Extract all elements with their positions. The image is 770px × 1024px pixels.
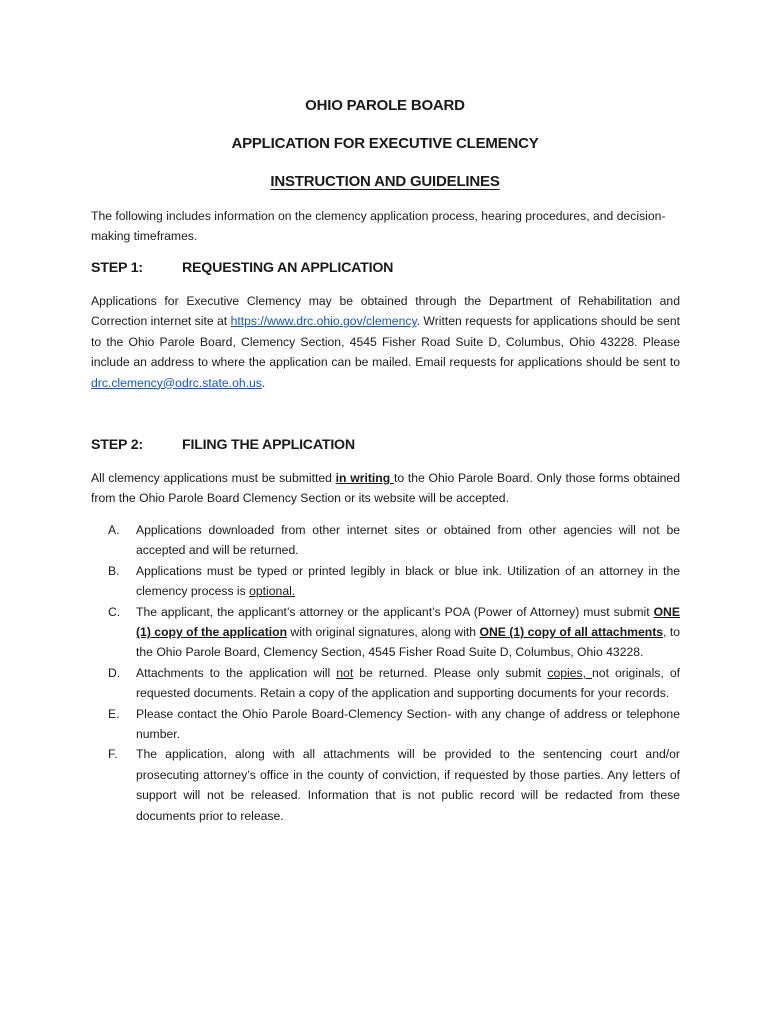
filing-rules-list bbox=[108, 520, 680, 826]
list-item-d bbox=[108, 663, 680, 704]
copies-emphasis: copies, bbox=[547, 665, 593, 680]
step2-text-b: to the Ohio Parole Board. Only those forms obtained from the Ohio Parole Board Clemency Section or its website will be accepted. bbox=[91, 471, 680, 506]
guidelines-title: INSTRUCTION AND GUIDELINES bbox=[270, 173, 500, 190]
item-text: with original signatures, along with bbox=[287, 625, 480, 640]
item-letter: E. bbox=[108, 706, 120, 721]
in-writing-emphasis: in writing bbox=[335, 471, 394, 485]
item-text: be returned. Please only submit bbox=[353, 665, 548, 680]
step2-number: STEP 2: bbox=[91, 437, 143, 453]
application-title: APPLICATION FOR EXECUTIVE CLEMENCY bbox=[231, 135, 539, 152]
item-letter: B. bbox=[108, 563, 120, 578]
item-letter: D. bbox=[108, 665, 121, 680]
one-copy-application-emphasis: ONE (1) copy of the application bbox=[136, 604, 680, 640]
item-text: , to the Ohio Parole Board, Clemency Section, 4545 Fisher Road Suite D, Columbus, Ohio 43228. bbox=[136, 625, 681, 660]
step1-text-b: . Written requests for applications should be sent to the Ohio Parole Board, Clemency Section, 4545 Fisher Road Suite D, Columbus, Ohio 43228. Please include an address to where the application can be mailed. Email requests for applications should be sent to bbox=[91, 314, 680, 370]
item-text: Attachments to the application will bbox=[136, 665, 337, 680]
list-item-e bbox=[108, 704, 680, 745]
step2-heading bbox=[91, 437, 355, 453]
list-item-a bbox=[108, 520, 680, 561]
list-item-b bbox=[108, 561, 680, 602]
step1-title: REQUESTING AN APPLICATION bbox=[182, 260, 394, 276]
item-letter: C. bbox=[108, 604, 121, 619]
one-copy-attachments-emphasis: ONE (1) copy of all attachments bbox=[479, 625, 664, 640]
item-letter: F. bbox=[108, 747, 118, 762]
item-text: The applicant, the applicant’s attorney or the applicant’s POA (Power of Attorney) must submit bbox=[136, 604, 654, 619]
optional-emphasis: optional. bbox=[249, 584, 296, 599]
step2-paragraph bbox=[91, 468, 680, 509]
step1-paragraph bbox=[91, 291, 680, 393]
item-text: The application, along with all attachments will be provided to the sentencing court and/or prosecuting attorney’s office in the county of conviction, if requested by those parties. Any letters of support will not be released. Information that is not public record will be redacted from these documents prior to release. bbox=[136, 747, 680, 823]
clemency-email-link[interactable]: drc.clemency@odrc.state.oh.us bbox=[91, 375, 262, 390]
step1-text-a: Applications for Executive Clemency may be obtained through the Department of Rehabilitation and Correction internet site at bbox=[91, 294, 680, 329]
clemency-website-link[interactable]: https://www.drc.ohio.gov/clemency bbox=[230, 314, 417, 329]
step2-title: FILING THE APPLICATION bbox=[182, 437, 355, 453]
item-text: not originals, of requested documents. Retain a copy of the application and supporting documents for your records. bbox=[136, 665, 680, 701]
not-emphasis: not bbox=[336, 665, 354, 680]
item-text: Applications must be typed or printed legibly in black or blue ink. Utilization of an attorney in the clemency process is bbox=[136, 563, 680, 599]
list-item-f bbox=[108, 744, 680, 826]
step2-text-a: All clemency applications must be submitted bbox=[91, 471, 336, 485]
step1-text-c: . bbox=[261, 375, 266, 390]
board-title: OHIO PAROLE BOARD bbox=[305, 97, 465, 114]
list-item-c bbox=[108, 602, 680, 663]
step1-number: STEP 1: bbox=[91, 260, 143, 276]
item-text: Applications downloaded from other internet sites or obtained from other agencies will not be accepted and will be returned. bbox=[136, 523, 680, 558]
intro-paragraph: The following includes information on the clemency application process, hearing procedures, and decision-making timeframes. bbox=[91, 209, 666, 244]
item-text: Please contact the Ohio Parole Board-Clemency Section- with any change of address or telephone number. bbox=[136, 706, 680, 742]
item-letter: A. bbox=[108, 523, 120, 537]
step1-heading bbox=[91, 260, 393, 276]
